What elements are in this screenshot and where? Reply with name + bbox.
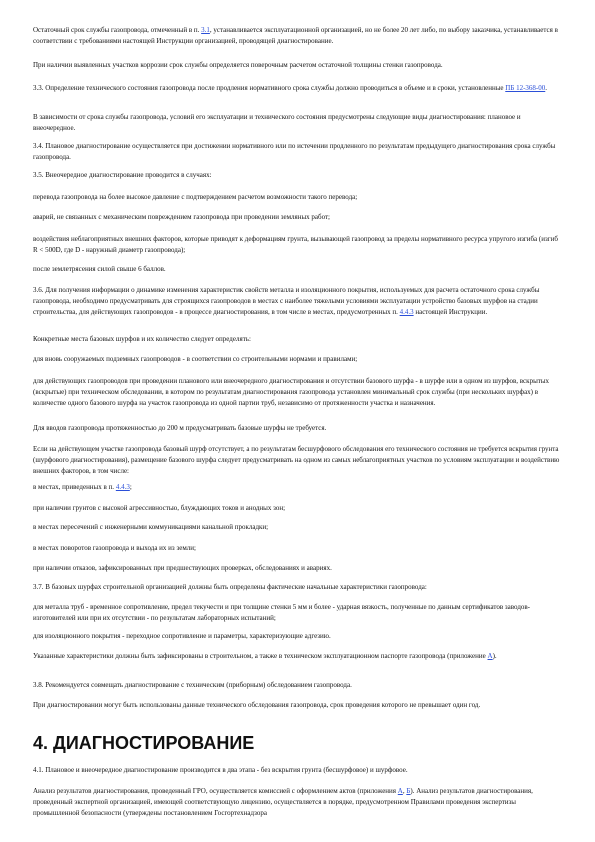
reference-link[interactable]: 4.4.3: [399, 308, 414, 316]
paragraph-text: 3.5. Внеочередное диагностирование проводится в случаях:: [33, 171, 212, 179]
paragraph: [33, 60, 563, 71]
paragraph: [33, 423, 563, 434]
paragraph: [33, 25, 563, 47]
paragraph-text: , устанавливается эксплуатационной организацией, но не более 20 лет либо, по выбору заказчика, устанавливается в соответствии с требованиями настоящей Инструкции организацией, проводящей диагностирование.: [33, 26, 558, 45]
paragraph: [33, 631, 563, 642]
paragraph: [33, 543, 563, 554]
paragraph: [33, 765, 563, 776]
paragraph-text: ,: [402, 787, 407, 795]
reference-link[interactable]: Б: [406, 787, 411, 795]
paragraph-text: 3.4. Плановое диагностирование осуществляется при достижении нормативного или по истечении продленного по результатам предыдущего диагностирования срока службы газопровода.: [33, 142, 556, 161]
paragraph-text: в местах, приведенных в п.: [33, 483, 116, 491]
paragraph-text: для вновь сооружаемых подземных газопроводов - в соответствии со строительными нормами и правилами;: [33, 355, 358, 363]
paragraph-text: для изоляционного покрытия - переходное сопротивление и параметры, характеризующие адгезию.: [33, 632, 331, 640]
paragraph-text: в местах поворотов газопровода и выхода их из земли;: [33, 544, 196, 552]
paragraph: [33, 234, 563, 256]
paragraph: [33, 354, 563, 365]
paragraph: [33, 141, 563, 163]
paragraph: [33, 212, 563, 223]
paragraph-text: в местах пересечений с инженерными коммуникациями канальной прокладки;: [33, 523, 269, 531]
paragraph-text: аварий, не связанных с механическим повреждением газопровода при проведении земляных работ;: [33, 213, 331, 221]
reference-link[interactable]: А: [487, 652, 493, 660]
paragraph: [33, 170, 563, 181]
paragraph: [33, 651, 563, 662]
paragraph-text: .: [545, 84, 548, 92]
paragraph-text: Анализ результатов диагностирования, проведенный ГРО, осуществляется комиссией с оформлением актов (приложения: [33, 787, 398, 795]
paragraph: [33, 786, 563, 819]
paragraph-text: 4.1. Плановое и внеочередное диагностирование производится в два этапа - без вскрытия грунта (бесшурфовое) и шурфовое.: [33, 766, 408, 774]
section-heading: 4. ДИАГНОСТИРОВАНИЕ: [33, 733, 255, 753]
paragraph-text: при наличии грунтов с высокой агрессивностью, блуждающих токов и анодных зон;: [33, 504, 286, 512]
paragraph-text: при наличии отказов, зафиксированных при предшествующих проверках, обследованиях и авариях.: [33, 564, 332, 572]
paragraph: [33, 582, 563, 593]
paragraph: [33, 680, 563, 691]
paragraph-text: перевода газопровода на более высокое давление с подтверждением расчетом возможности такого перевода;: [33, 193, 358, 201]
paragraph: [33, 334, 563, 345]
paragraph-text: настоящей Инструкции.: [413, 308, 488, 316]
paragraph: [33, 376, 563, 409]
paragraph-text: ).: [492, 652, 497, 660]
paragraph-text: При диагностировании могут быть использованы данные технического обследования газопровода, срок проведения которого не превышает один год.: [33, 701, 481, 709]
paragraph-text: после землетрясения силой свыше 6 баллов.: [33, 265, 166, 273]
paragraph: [33, 192, 563, 203]
paragraph: [33, 83, 563, 94]
paragraph-text: ). Анализ результатов диагностирования, проведенный экспертной организацией, имеющей соответствующую лицензию, осуществляется в порядке, предусмотренном Правилами проведения экспертизы промышленной безопасности (утверждены постановлением Госгортехнадзора: [33, 787, 533, 817]
paragraph-text: 3.8. Рекомендуется совмещать диагностирование с техническим (приборным) обследованием газопровода.: [33, 681, 352, 689]
reference-link[interactable]: А: [397, 787, 403, 795]
paragraph: [33, 264, 563, 275]
paragraph-text: ;: [129, 483, 132, 491]
reference-link[interactable]: ПБ 12-368-00: [505, 84, 546, 92]
reference-link[interactable]: 4.4.3: [115, 483, 130, 491]
paragraph-text: 3.3. Определение технического состояния газопровода после продления нормативного срока службы должно проводиться в объеме и в сроки, установленные: [33, 84, 506, 92]
paragraph-text: При наличии выявленных участков коррозии срок службы определяется поверочным расчетом остаточной толщины стенки газопровода.: [33, 61, 443, 69]
reference-link[interactable]: 3.1: [201, 26, 210, 34]
paragraph: [33, 700, 563, 711]
paragraph-text: 3.6. Для получения информации о динамике изменения характеристик свойств металла и изоляционного покрытия, используемых для расчета остаточного срока службы газопровода, необходимо предусматривать для строящихся газопроводов в местах с наиболее тяжелыми условиями эксплуатации устройство базовых шурфов на стадии строительства, для действующих газопроводов - в процессе диагностирования, в том числе в местах, предусмотренных п.: [33, 286, 540, 316]
paragraph: [33, 602, 563, 624]
paragraph: [33, 482, 563, 493]
paragraph: [33, 112, 563, 134]
paragraph: [33, 285, 563, 318]
paragraph: [33, 444, 563, 477]
paragraph-text: для металла труб - временное сопротивление, предел текучести и при толщине стенки 5 мм и более - ударная вязкость, полученные по данным сертификатов заводов-изготовителей или при их отсутствии - по результатам лабораторных испытаний;: [33, 603, 531, 622]
paragraph-text: для действующих газопроводов при проведении планового или внеочередного диагностирования и отсутствии базового шурфа - в шурфе или в одном из шурфов, вскрытых (вскрытые) при техническом обследовании, в котором по результатам диагностирования газопровода установлен минимальный срок службы (при нескольких шурфах) в количестве одного базового шурфа на участок газопровода из одной партии труб, независимо от протяженности участка и назначения.: [33, 377, 550, 407]
paragraph: [33, 503, 563, 514]
paragraph-text: Конкретные места базовых шурфов и их количество следует определять:: [33, 335, 251, 343]
paragraph: [33, 522, 563, 533]
paragraph-text: воздействия неблагоприятных внешних факторов, которые приводят к деформациям грунта, вызывающей газопровод за пределы нормативного ресурса упругого изгиба (изгиб R < 500D, где D - наружный диаметр газопровода);: [33, 235, 558, 254]
paragraph: [33, 563, 563, 574]
paragraph-text: Указанные характеристики должны быть зафиксированы в строительном, а также в техническом эксплуатационном паспорте газопровода (приложение: [33, 652, 488, 660]
paragraph-text: В зависимости от срока службы газопровода, условий его эксплуатации и технического состояния предусмотрены следующие виды диагностирования: плановое и внеочередное.: [33, 113, 521, 132]
paragraph-text: Остаточный срок службы газопровода, отмеченный в п.: [33, 26, 202, 34]
paragraph-text: Для вводов газопровода протяженностью до 200 м предусматривать базовые шурфы не требуется.: [33, 424, 327, 432]
paragraph-text: Если на действующем участке газопровода базовый шурф отсутствует, а по результатам бесшурфового обследования его технического состояния не требуется вскрытия грунта (шурфового диагностирования), размещение базового шурфа следует предусматривать на одном из самых неблагоприятных участков по условиям эксплуатации и воздействию внешних факторов, в том числе:: [33, 445, 560, 475]
paragraph-text: 3.7. В базовых шурфах строительной организацией должны быть определены фактические начальные характеристики газопровода:: [33, 583, 427, 591]
